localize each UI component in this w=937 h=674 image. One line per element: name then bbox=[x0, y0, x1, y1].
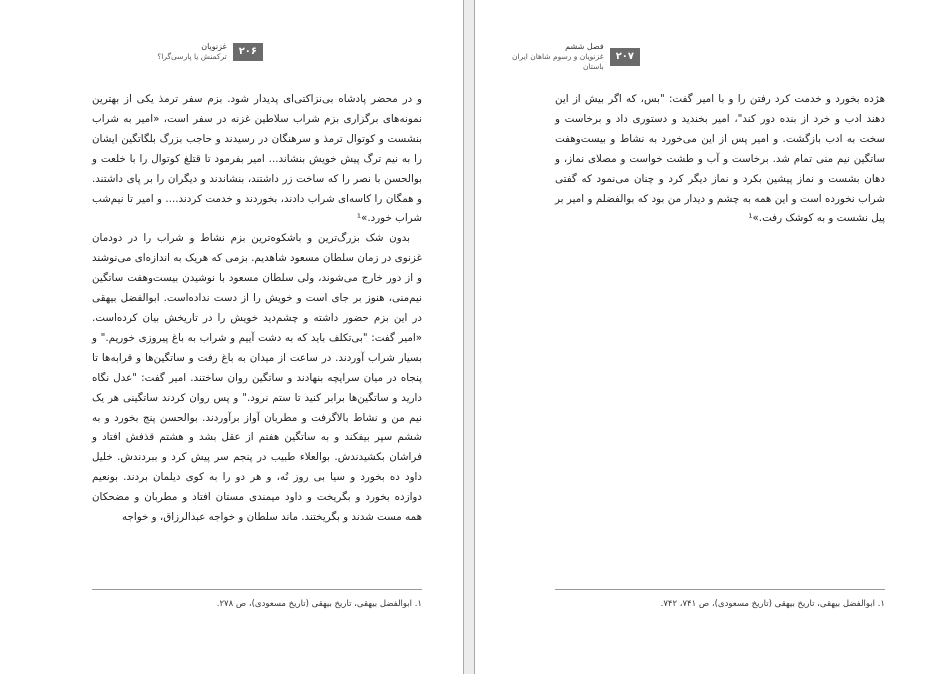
left-paragraph-1: و در محضر پادشاه بی‌نزاکتی‌ای پدیدار شود. بزم سفر ترمذ یکی از بهترین نمونه‌های برگزاری بزم شراب سلاطین غزنه در سفر است، «امیر به شراب بنشست و کوتوال ترمذ و سرهنگان در رسیدند و حاجب بزرگ بلگاتگین ایشان را به نیم ترگ پیش خویش بنشاند... امیر بفرمود تا قتلغ کوتوال را با خلعت و بوالحسن با نصر را که ساخت زر داشتند، بنشاندند و دیگران را بر پای داشتند. و همگان را کاسه‌ای شراب دادند، بخوردند و خدمت کردند.... و امیر تا نیم‌شب شراب خورد.»¹ bbox=[92, 93, 422, 225]
right-page-number: ۲۰۷ bbox=[610, 48, 640, 66]
right-page-header bbox=[490, 42, 640, 72]
left-page-header bbox=[63, 42, 263, 62]
left-running-head-subtitle: ترکمنش یا پارسی‌گرا؟ bbox=[157, 52, 227, 61]
left-paragraph-2: بدون شک بزرگ‌ترین و باشکوه‌ترین بزم نشاط و شراب را در دودمان غزنوی در زمان سلطان مسعود شاهدیم. بزمی که هریک به اندازه‌ای می‌نوشند و از دور خارج می‌شوند، ولی سلطان مسعود با نوشیدن بیست‌وهفت ساتگین نیم‌منی، هنوز بر جای است و خویش را از دست نداده‌است. ابوالفضل بیهقی در این بزم حضور داشته و چشم‌دید خویش را در تاریخش بیان کرده‌است. «امیر گفت: "بی‌تکلف باید که به دشت آییم و شراب به باغ پیروزی خوریم." و بسیار شراب آوردند. در ساعت از میدان به باغ رفت و ساتگین‌ها و قرابه‌ها تا پنجاه در میان سرایچه بنهادند و ساتگین روان ساختند. امیر گفت: "عدل نگاه دارید و ساتگین‌ها برابر کنید تا ستم نرود." و پس روان کردند ساتگینی هر یک نیم من و نشاط بالاگرفت و مطربان آواز برآوردند. بوالحسن پنج بخورد و به ششم سپر بیفکند و به ساتگین هفتم از عقل بشد و هشتم قذفش افتاد و فراشان بکشیدندش. بوالعلاء طبیب در پنجم سر پیش کرد و ببردندش. خلیل داود ده بخورد و سیا بی روز نُه، و هر دو را به کوی دیلمان بردند. بونعیم دوازده بخورد و بگریخت و داود میمندی مستان افتاد و مطربان و مضحکان همه مست شدند و بگریختند. ماند سلطان و خواجه عبدالرزاق، و خواجه bbox=[92, 232, 422, 524]
right-running-head-subtitle: غزنویان و رسوم شاهان ایران باستان bbox=[511, 52, 604, 71]
right-paragraph-1: هژده بخورد و خدمت کرد رفتن را و با امیر گفت: "بس، که اگر بیش از این دهند ادب و خرد از بنده دور کند"، امیر بخندید و دستوری داد و برخاست و سخت به ادب بازگشت. و امیر پس از این می‌خورد به نشاط و بیست‌وهفت ساتگین نیم منی تمام شد. برخاست و آب و طشت خواست و مصلای نماز، و دهان بشست و نماز پیشین بکرد و نماز دیگر کرد و چنان می‌نمود که گفتی شراب نخورده است و این همه به چشم و دیدار من بود که بوالفضلم و امیر بر پیل نشست و به کوشک رفت.»¹ bbox=[555, 93, 885, 225]
left-footnote: ۱. ابوالفضل بیهقی، تاریخ بیهقی (تاریخ مسعودی)، ص ۲۷۸. bbox=[216, 599, 422, 609]
left-running-head-title: غزنویان bbox=[201, 42, 227, 51]
left-body-text bbox=[92, 90, 422, 528]
right-footnote: ۱. ابوالفضل بیهقی، تاریخ بیهقی (تاریخ مسعودی)، ص ۷۴۱، ۷۴۲. bbox=[660, 599, 885, 609]
right-running-head-title: فصل ششم bbox=[565, 42, 604, 51]
right-page bbox=[475, 0, 937, 674]
right-footnote-divider bbox=[555, 589, 885, 590]
left-page bbox=[0, 0, 463, 674]
page-gutter bbox=[463, 0, 475, 674]
left-page-number: ۲۰۶ bbox=[233, 43, 263, 61]
right-running-head bbox=[490, 42, 604, 72]
right-body-text bbox=[555, 90, 885, 229]
left-footnote-divider bbox=[92, 589, 422, 590]
left-running-head bbox=[157, 42, 226, 62]
